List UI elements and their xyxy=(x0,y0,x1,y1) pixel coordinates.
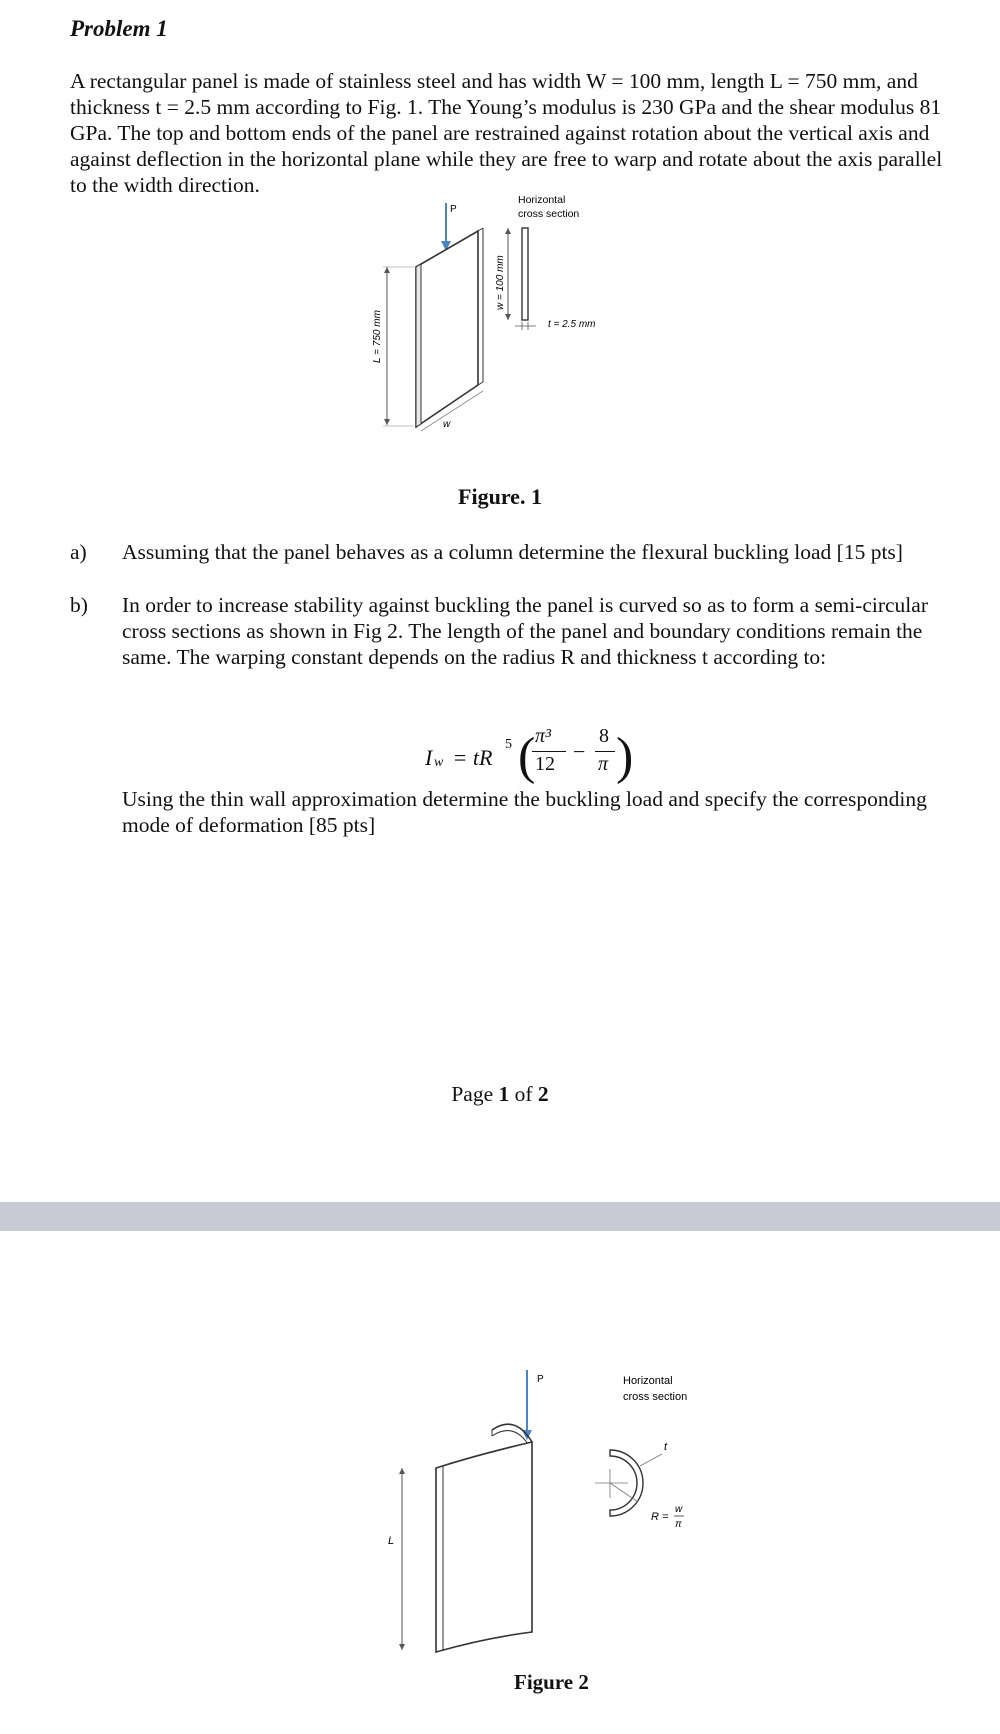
part-a-text: Assuming that the panel behaves as a column determine the flexural buckling load [15 pts] xyxy=(122,540,903,564)
radius-line xyxy=(610,1483,638,1502)
fig2-radius-label: R = xyxy=(651,1511,669,1523)
fig2-radius-num: w xyxy=(675,1504,683,1515)
panel-edge xyxy=(416,264,421,427)
formula-minus: − xyxy=(573,739,586,764)
formula-paren-left: ( xyxy=(518,728,536,785)
fig2-load-label: P xyxy=(537,1374,544,1385)
formula-paren-right: ) xyxy=(616,728,634,785)
fig2-length-arrow-bottom xyxy=(399,1644,405,1650)
formula-den1: 12 xyxy=(535,753,555,775)
curved-panel-top-inner xyxy=(492,1431,528,1444)
length-dim-arrow-bottom xyxy=(384,419,390,425)
fig1-width-dim-label: w = 100 mm xyxy=(495,255,506,310)
fig1-load-label: P xyxy=(450,204,457,215)
page-number-middle: of xyxy=(509,1082,538,1106)
figure-2-caption: Figure 2 xyxy=(514,1670,589,1694)
fig1-cross-section-line2: cross section xyxy=(518,208,580,220)
fig1-length-label: L = 750 mm xyxy=(372,310,383,363)
w-dim-arrow-top xyxy=(505,228,511,234)
w-dim-arrow-bottom xyxy=(505,314,511,320)
formula-num1: π³ xyxy=(535,725,552,747)
formula-lhs: I xyxy=(425,745,433,770)
thickness-leader xyxy=(640,1454,662,1466)
page-number-current: 1 xyxy=(498,1082,510,1106)
formula-eq: = tR xyxy=(447,745,493,770)
figure-1 xyxy=(350,195,690,475)
formula-subscript: w xyxy=(434,755,444,770)
fig2-length-arrow-top xyxy=(399,1468,405,1474)
cross-section-rect xyxy=(522,228,528,320)
part-b-label: b) xyxy=(70,593,88,617)
intro-paragraph: A rectangular panel is made of stainless steel and has width W = 100 mm, length L = 750 mm, and thickness t = 2.5 mm according to Fig. 1. The Young’s modulus is 230 GPa and the shear modulus 81 GPa. The top and bottom ends of the panel are restrained against rotation about the vertical axis and against deflection in the horizontal plane while they are free to warp and rotate about the axis parallel to the width direction. xyxy=(70,69,943,197)
formula-num2: 8 xyxy=(599,725,609,747)
formula-exponent: 5 xyxy=(505,737,512,752)
fig2-cross-section-line1: Horizontal xyxy=(623,1375,673,1387)
formula-fraction-bar-1 xyxy=(532,751,566,752)
problem-title: Problem 1 xyxy=(70,16,168,41)
fig2-length-label: L xyxy=(388,1535,395,1547)
figure-2 xyxy=(370,1362,730,1672)
page-number-prefix: Page xyxy=(451,1082,499,1106)
fig1-w-label: w xyxy=(443,419,451,430)
part-b-text: In order to increase stability against buckling the panel is curved so as to form a semi-circular cross sections as shown in Fig 2. The length of the panel and boundary conditions remain the same. The warping constant depends on the radius R and thickness t according to: xyxy=(122,593,928,669)
part-a-label: a) xyxy=(70,540,87,564)
fig2-cross-section-line2: cross section xyxy=(623,1391,688,1403)
panel-front-face xyxy=(416,231,478,427)
formula-den2: π xyxy=(598,753,609,775)
page-number-total: 2 xyxy=(537,1082,549,1106)
length-dim-arrow-top xyxy=(384,267,390,273)
page-separator xyxy=(0,1202,1000,1231)
fig2-thickness-label: t xyxy=(664,1441,668,1453)
part-b-question: Using the thin wall approximation determine the buckling load and specify the corresponding mode of deformation [85 pts] xyxy=(122,787,927,837)
page-number xyxy=(0,1082,1000,1107)
curved-panel-body xyxy=(436,1442,532,1652)
fig1-thickness-label: t = 2.5 mm xyxy=(548,319,596,330)
fig1-cross-section-line1: Horizontal xyxy=(518,195,566,206)
fig2-radius-den: π xyxy=(675,1519,682,1530)
figure-1-caption: Figure. 1 xyxy=(458,484,542,509)
formula-fraction-bar-2 xyxy=(595,751,615,752)
